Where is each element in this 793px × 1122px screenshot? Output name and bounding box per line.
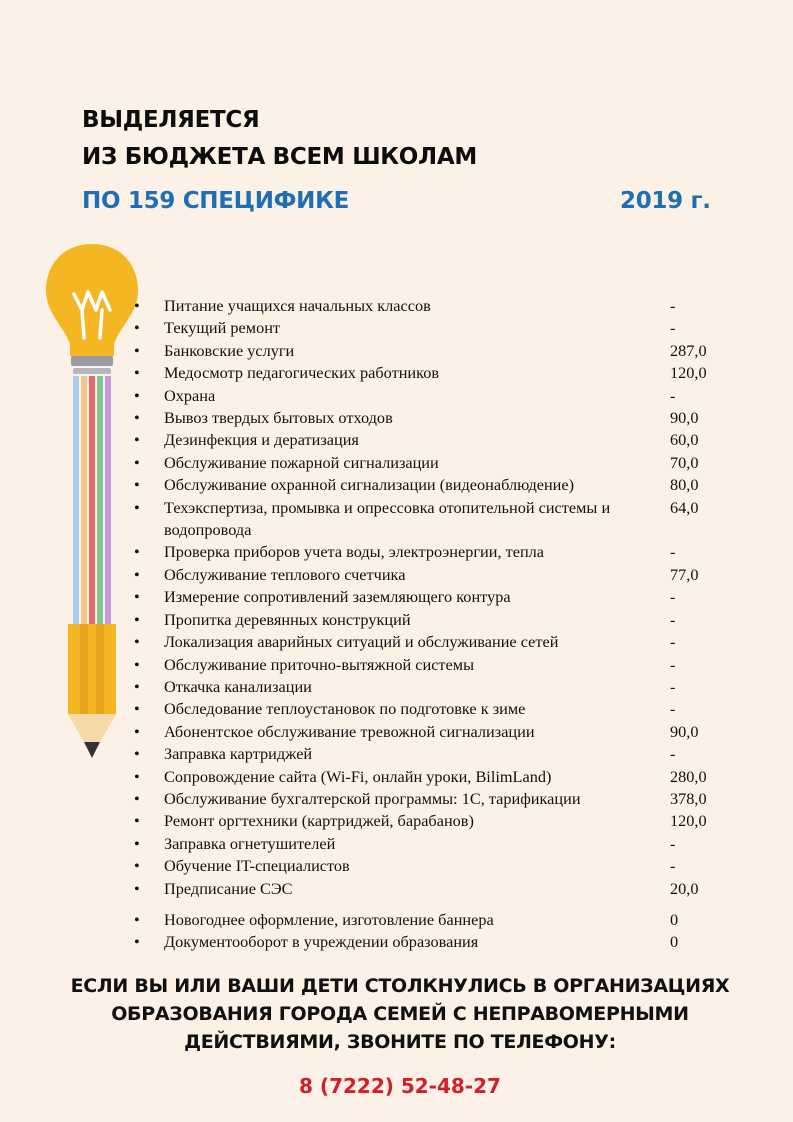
item-name: Вывоз твердых бытовых отходов <box>164 408 393 428</box>
item-name: Банковские услуги <box>164 340 295 360</box>
item-value: 0 <box>670 932 679 952</box>
footer-line-1: ЕСЛИ ВЫ ИЛИ ВАШИ ДЕТИ СТОЛКНУЛИСЬ В ОРГАНИЗАЦИЯХ <box>70 975 730 997</box>
list-item <box>132 698 752 720</box>
list-item <box>132 429 752 451</box>
item-value: - <box>670 654 676 674</box>
list-item <box>132 654 752 676</box>
item-name: Питание учащихся начальных классов <box>164 296 431 315</box>
footer-message <box>50 972 750 1056</box>
subtitle-text: ПО 159 СПЕЦИФИКЕ <box>82 188 350 214</box>
item-name: Сопровождение сайта (Wi-Fi, онлайн уроки, BilimLand) <box>164 766 552 786</box>
title-line-2: ИЗ БЮДЖЕТА ВСЕМ ШКОЛАМ <box>82 144 477 170</box>
item-value: - <box>670 676 676 696</box>
item-value: 90,0 <box>670 721 699 741</box>
item-name: Ремонт оргтехники (картриджей, барабанов) <box>164 811 474 831</box>
lightbulb-pencil-icon <box>40 238 144 764</box>
item-value: - <box>670 609 676 629</box>
item-value: 90,0 <box>670 408 699 428</box>
list-item <box>132 497 752 542</box>
list-item <box>132 721 752 743</box>
item-value: 80,0 <box>670 475 699 495</box>
expense-list <box>132 295 752 954</box>
list-item <box>132 931 752 953</box>
list-item <box>132 676 752 698</box>
list-item <box>132 810 752 832</box>
item-name: Обслуживание пожарной сигнализации <box>164 452 439 472</box>
item-name: Предписание СЭС <box>164 878 293 898</box>
list-item <box>132 743 752 765</box>
list-item <box>132 631 752 653</box>
year-label: 2019 г. <box>620 188 711 214</box>
item-value: 120,0 <box>670 811 707 831</box>
item-name: Пропитка деревянных конструкций <box>164 609 411 629</box>
item-name: Обслуживание охранной сигнализации (видеонаблюдение) <box>164 475 575 495</box>
item-name: Медосмотр педагогических работников <box>164 363 440 383</box>
title-line-1: ВЫДЕЛЯЕТСЯ <box>82 107 260 133</box>
item-value: - <box>670 833 676 853</box>
item-value: 378,0 <box>670 788 707 808</box>
item-value: - <box>670 587 676 607</box>
item-name: Охрана <box>164 385 216 405</box>
item-name: Измерение сопротивлений заземляющего контура <box>164 587 511 607</box>
list-item <box>132 609 752 631</box>
list-item <box>132 317 752 339</box>
item-value: 77,0 <box>670 564 699 584</box>
item-value: 70,0 <box>670 452 699 472</box>
item-name: Проверка приборов учета воды, электроэнергии, тепла <box>164 542 545 562</box>
item-value: 0 <box>670 909 679 929</box>
item-value: - <box>670 856 676 876</box>
item-value: - <box>670 744 676 764</box>
phone-number: 8 (7222) 52-48-27 <box>299 1074 501 1098</box>
item-value: - <box>670 296 676 315</box>
item-value: - <box>670 699 676 719</box>
page-title <box>82 102 477 176</box>
list-item <box>132 788 752 810</box>
item-name: Абонентское обслуживание тревожной сигнализации <box>164 721 535 741</box>
item-value: - <box>670 632 676 652</box>
list-item <box>132 295 752 317</box>
item-value: - <box>670 385 676 405</box>
list-item <box>132 909 752 931</box>
item-value: - <box>670 318 676 338</box>
item-name: Откачка канализации <box>164 676 312 696</box>
footer-line-3: ДЕЙСТВИЯМИ, ЗВОНИТЕ ПО ТЕЛЕФОНУ: <box>184 1031 616 1053</box>
list-item <box>132 452 752 474</box>
item-name: Текущий ремонт <box>164 318 281 338</box>
item-name: Обучение IT-специалистов <box>164 856 350 876</box>
list-item <box>132 385 752 407</box>
list-item <box>132 766 752 788</box>
item-value: 20,0 <box>670 878 699 898</box>
list-item <box>132 362 752 384</box>
item-name: Заправка картриджей <box>164 744 313 764</box>
item-name: Документооборот в учреждении образования <box>164 932 479 952</box>
list-item <box>132 833 752 855</box>
item-value: - <box>670 542 676 562</box>
list-item <box>132 407 752 429</box>
item-value: 280,0 <box>670 766 707 786</box>
item-name: Новогоднее оформление, изготовление баннера <box>164 909 494 929</box>
item-value: 60,0 <box>670 430 699 450</box>
item-name: Заправка огнетушителей <box>164 833 336 853</box>
item-value: 287,0 <box>670 340 707 360</box>
list-item <box>132 541 752 563</box>
list-item <box>132 474 752 496</box>
subtitle <box>82 188 722 214</box>
list-item <box>132 855 752 877</box>
list-item <box>132 564 752 586</box>
item-name: Обследование теплоустановок по подготовке к зиме <box>164 699 526 719</box>
item-name: Техэкспертиза, промывка и опрессовка отопительной системы и водопровода <box>164 497 611 540</box>
item-value: 64,0 <box>670 497 699 517</box>
footer-line-2: ОБРАЗОВАНИЯ ГОРОДА СЕМЕЙ С НЕПРАВОМЕРНЫМИ <box>111 1003 689 1025</box>
list-item <box>132 340 752 362</box>
item-name: Обслуживание приточно-вытяжной системы <box>164 654 475 674</box>
item-value: 120,0 <box>670 363 707 383</box>
list-item <box>132 878 752 900</box>
item-name: Обслуживание теплового счетчика <box>164 564 406 584</box>
list-item <box>132 586 752 608</box>
item-name: Дезинфекция и дератизация <box>164 430 359 450</box>
item-name: Локализация аварийных ситуаций и обслуживание сетей <box>164 632 559 652</box>
item-name: Обслуживание бухгалтерской программы: 1С, тарификации <box>164 788 581 808</box>
